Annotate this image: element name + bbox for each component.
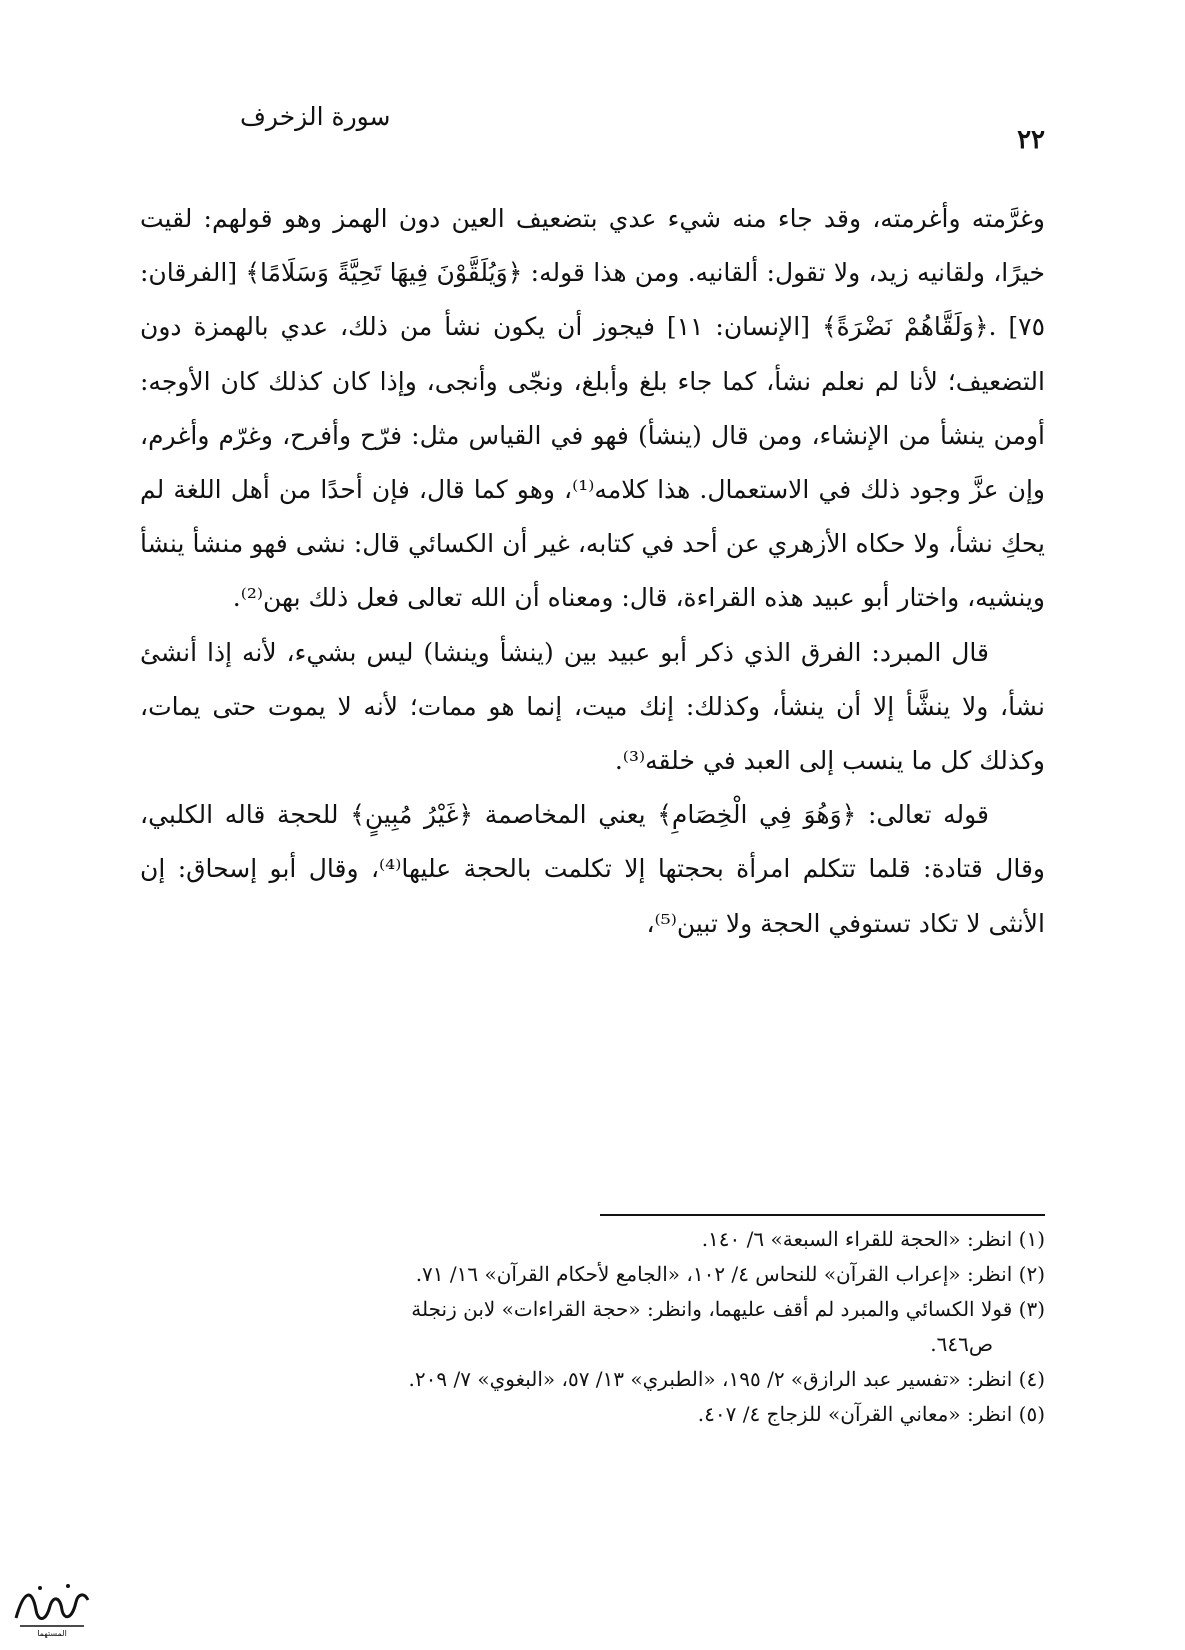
footnotes [140, 1222, 1045, 1432]
main-text [140, 192, 1045, 951]
footnote-2: (٢) انظر: «إعراب القرآن» للنحاس ٤/ ١٠٢، «الجامع لأحكام القرآن» ١٦/ ٧١. [415, 1262, 1045, 1286]
logo-stroke-1 [16, 1595, 88, 1619]
paragraph-1: وغرَّمته وأغرمته، وقد جاء منه شيء عدي بتضعيف العين دون الهمز وهو قولهم: لقيت خيرًا، ولقانيه زيد، ولا تقول: ألقانيه. ومن هذا قوله: ﴿وَيُلَقَّوْنَ فِيهَا تَحِيَّةً وَسَلَامًا﴾ [الفرقان: ٧٥] .﴿وَلَقَّاهُمْ نَضْرَةً﴾ [الإنسان: ١١] فيجوز أن يكون نشأ من ذلك، عدي بالهمزة دون التضعيف؛ لأنا لم نعلم نشأ، كما جاء بلغ وأبلغ، ونجّى وأنجى، وإذا كان كذلك كان الأوجه: أومن ينشأ من الإنشاء، ومن قال (ينشأ) فهو في القياس مثل: فرّح وأفرح، وغرّم وأغرم، وإن عزَّ وجود ذلك في الاستعمال. هذا كلامه⁽¹⁾، وهو كما قال، فإن أحدًا من أهل اللغة لم يحكِ نشأ، ولا حكاه الأزهري عن أحد في كتابه، غير أن الكسائي قال: نشى فهو منشأ ينشأ وينشيه، واختار أبو عبيد هذه القراءة، قال: ومعناه أن الله تعالى فعل ذلك بهن⁽²⁾. [140, 204, 1045, 613]
logo-text: المستهما [37, 1629, 67, 1638]
footnote-4: (٤) انظر: «تفسير عبد الرازق» ٢/ ١٩٥، «الطبري» ١٣/ ٥٧، «البغوي» ٧/ ٢٠٩. [408, 1367, 1045, 1391]
footnote-divider [600, 1214, 1045, 1216]
footnote-1: (١) انظر: «الحجة للقراء السبعة» ٦/ ١٤٠. [701, 1227, 1045, 1251]
surah-title: سورة الزخرف [240, 102, 391, 131]
page-number: ٢٢ [1017, 125, 1045, 155]
logo-dot-2 [66, 1584, 70, 1588]
page-header [130, 100, 1045, 160]
paragraph-2: قال المبرد: الفرق الذي ذكر أبو عبيد بين (ينشأ وينشا) ليس بشيء، لأنه إذا أنشئ نشأ، ولا ينشَّأ إلا أن ينشأ، وكذلك: إنك ميت، إنما هو ممات؛ لأنه لا يموت حتى يمات، وكذلك كل ما ينسب إلى العبد في خلقه⁽³⁾. [140, 637, 1045, 776]
footnote-5: (٥) انظر: «معاني القرآن» للزجاج ٤/ ٤٠٧. [697, 1402, 1045, 1426]
footnote-3: (٣) قولا الكسائي والمبرد لم أقف عليهما، وانظر: «حجة القراءات» لابن زنجلة [411, 1297, 1045, 1321]
logo-dot-1 [38, 1586, 42, 1590]
footnote-3-continuation: ص٦٤٦. [930, 1332, 993, 1356]
publisher-logo [10, 1570, 94, 1638]
paragraph-3: قوله تعالى: ﴿وَهُوَ فِي الْخِصَامِ﴾ يعني المخاصمة ﴿غَيْرُ مُبِينٍ﴾ للحجة قاله الكلبي، وقال قتادة: قلما تتكلم امرأة بحجتها إلا تكلمت بالحجة عليها⁽⁴⁾، وقال أبو إسحاق: إن الأنثى لا تكاد تستوفي الحجة ولا تبين⁽⁵⁾، [140, 800, 1045, 938]
